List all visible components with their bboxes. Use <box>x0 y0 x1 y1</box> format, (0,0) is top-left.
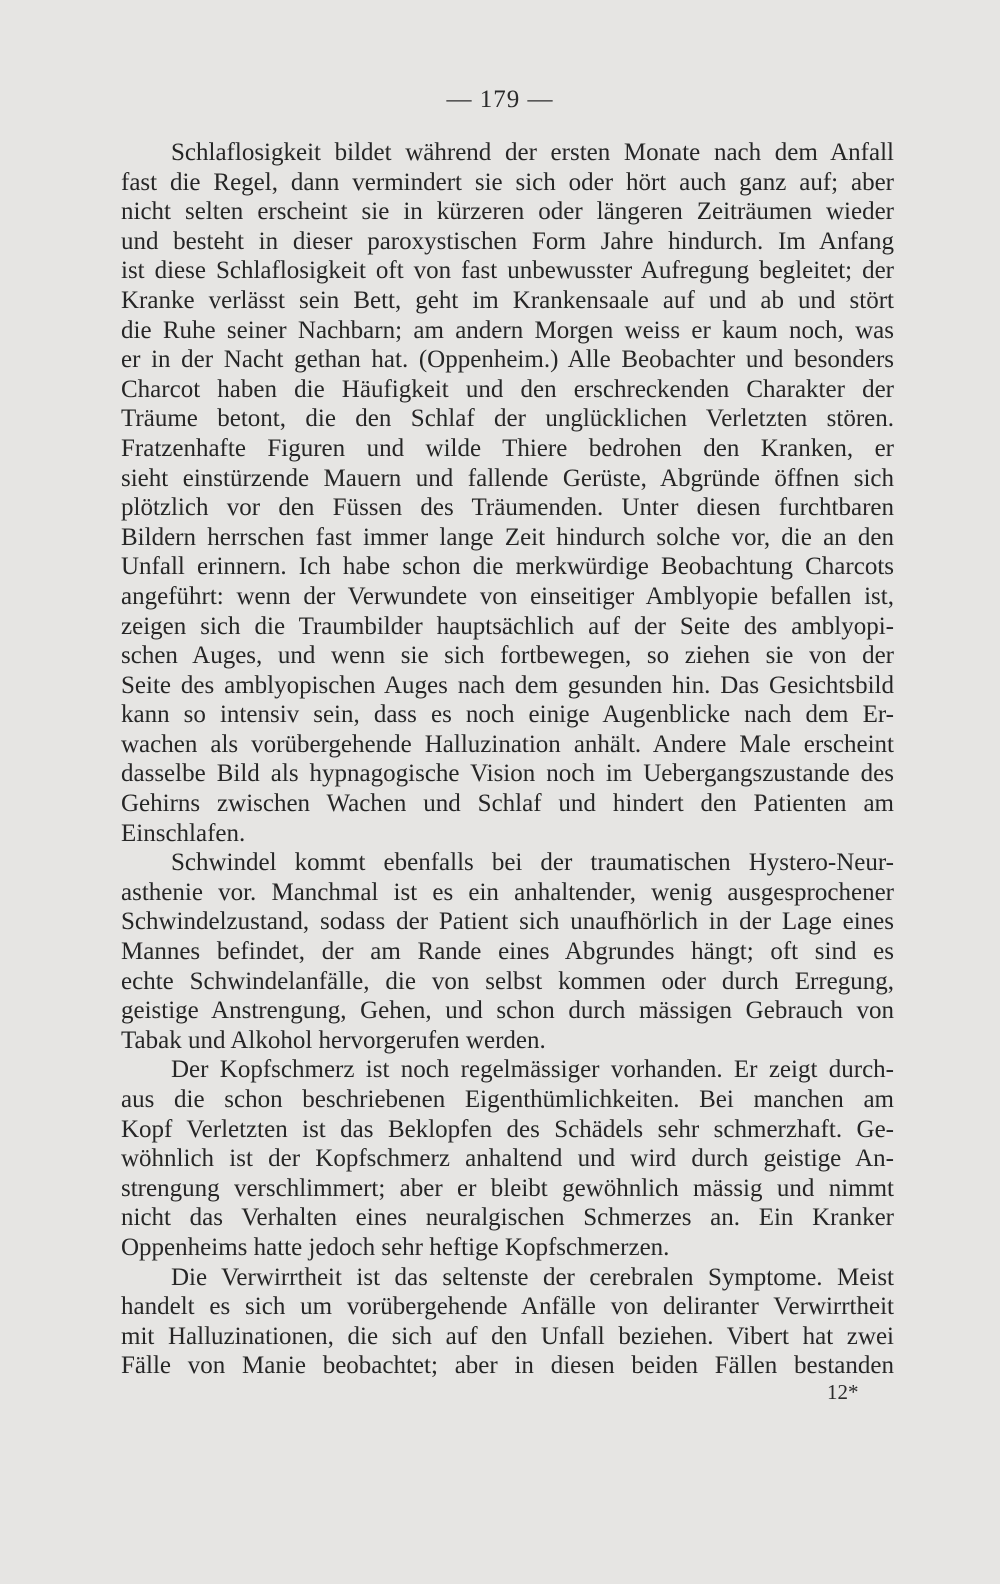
text-line: Mannes befindet, der am Rande eines Abgrundes hängt; oft sind es <box>121 938 894 966</box>
text-line: handelt es sich um vorübergehende Anfälle von deliranter Verwirrtheit <box>121 1293 894 1321</box>
text-line: und besteht in dieser paroxystischen Form Jahre hindurch. Im Anfang <box>121 227 894 255</box>
text-line: schen Auges, und wenn sie sich fortbewegen, so ziehen sie von der <box>121 642 894 670</box>
text-line: Die Verwirrtheit ist das seltenste der cerebralen Symptome. Meist <box>171 1263 894 1291</box>
text-line: Fälle von Manie beobachtet; aber in diesen beiden Fällen bestanden <box>121 1352 894 1380</box>
text-line: nicht selten erscheint sie in kürzeren oder längeren Zeiträumen wieder <box>121 198 894 226</box>
text-line: fast die Regel, dann vermindert sie sich oder hört auch ganz auf; aber <box>121 168 894 196</box>
text-line: sieht einstürzende Mauern und fallende Gerüste, Abgründe öffnen sich <box>121 464 894 492</box>
page-number: — 179 — <box>446 86 554 113</box>
text-line: er in der Nacht gethan hat. (Oppenheim.) Alle Beobachter und besonders <box>121 346 894 374</box>
text-line: echte Schwindelanfälle, die von selbst kommen oder durch Erregung, <box>121 967 894 995</box>
body-text <box>121 138 894 1381</box>
text-line: aus die schon beschriebenen Eigenthümlichkeiten. Bei manchen am <box>121 1086 894 1113</box>
text-line: Schwindel kommt ebenfalls bei der traumatischen Hystero-Neur- <box>171 849 894 877</box>
text-line: Unfall erinnern. Ich habe schon die merkwürdige Beobachtung Charcots <box>121 553 894 581</box>
text-line: Bildern herrschen fast immer lange Zeit hindurch solche vor, die an den <box>121 523 894 551</box>
text-line: Schwindelzustand, sodass der Patient sich unaufhörlich in der Lage eines <box>121 908 894 936</box>
text-line: Der Kopfschmerz ist noch regelmässiger vorhanden. Er zeigt durch- <box>171 1056 894 1084</box>
text-line: Oppenheims hatte jedoch sehr heftige Kopfschmerzen. <box>121 1233 670 1261</box>
text-line: Träume betont, die den Schlaf der unglücklichen Verletzten stören. <box>121 405 894 433</box>
text-line: Charcot haben die Häufigkeit und den erschreckenden Charakter der <box>121 375 894 403</box>
text-line: asthenie vor. Manchmal ist es ein anhaltender, wenig ausgesprochener <box>121 878 894 906</box>
text-line: angeführt: wenn der Verwundete von einseitiger Amblyopie befallen ist, <box>121 582 894 610</box>
text-line: nicht das Verhalten eines neuralgischen Schmerzes an. Ein Kranker <box>121 1204 894 1232</box>
text-line: zeigen sich die Traumbilder hauptsächlich auf der Seite des amblyopi- <box>121 612 894 640</box>
text-line: kann so intensiv sein, dass es noch einige Augenblicke nach dem Er- <box>121 701 894 729</box>
text-line: Gehirns zwischen Wachen und Schlaf und hindert den Patienten am <box>121 790 894 818</box>
text-line: ist diese Schlaflosigkeit oft von fast unbewusster Aufregung begleitet; der <box>121 257 894 285</box>
text-line: plötzlich vor den Füssen des Träumenden. Unter diesen furchtbaren <box>121 494 894 522</box>
text-line: strengung verschlimmert; aber er bleibt gewöhnlich mässig und nimmt <box>121 1174 894 1202</box>
signature-mark: 12* <box>827 1380 859 1404</box>
text-line: Kopf Verletzten ist das Beklopfen des Schädels sehr schmerzhaft. Ge- <box>121 1115 894 1143</box>
text-line: Seite des amblyopischen Auges nach dem gesunden hin. Das Gesichtsbild <box>121 671 894 699</box>
text-line: dasselbe Bild als hypnagogische Vision noch im Uebergangszustande des <box>121 760 894 788</box>
text-line: Kranke verlässt sein Bett, geht im Krankensaale auf und ab und stört <box>121 286 894 314</box>
text-line: Einschlafen. <box>121 819 246 847</box>
text-line: die Ruhe seiner Nachbarn; am andern Morgen weiss er kaum noch, was <box>121 316 894 344</box>
text-line: Fratzenhafte Figuren und wilde Thiere bedrohen den Kranken, er <box>121 434 894 462</box>
text-line: geistige Anstrengung, Gehen, und schon durch mässigen Gebrauch von <box>121 997 894 1025</box>
text-line: mit Halluzinationen, die sich auf den Unfall beziehen. Vibert hat zwei <box>121 1322 894 1350</box>
text-line: Schlaflosigkeit bildet während der ersten Monate nach dem Anfall <box>171 139 894 166</box>
text-line: Tabak und Alkohol hervorgerufen werden. <box>121 1026 546 1054</box>
text-line: wöhnlich ist der Kopfschmerz anhaltend und wird durch geistige An- <box>121 1145 894 1173</box>
text-line: wachen als vorübergehende Halluzination anhält. Andere Male erscheint <box>121 730 894 758</box>
